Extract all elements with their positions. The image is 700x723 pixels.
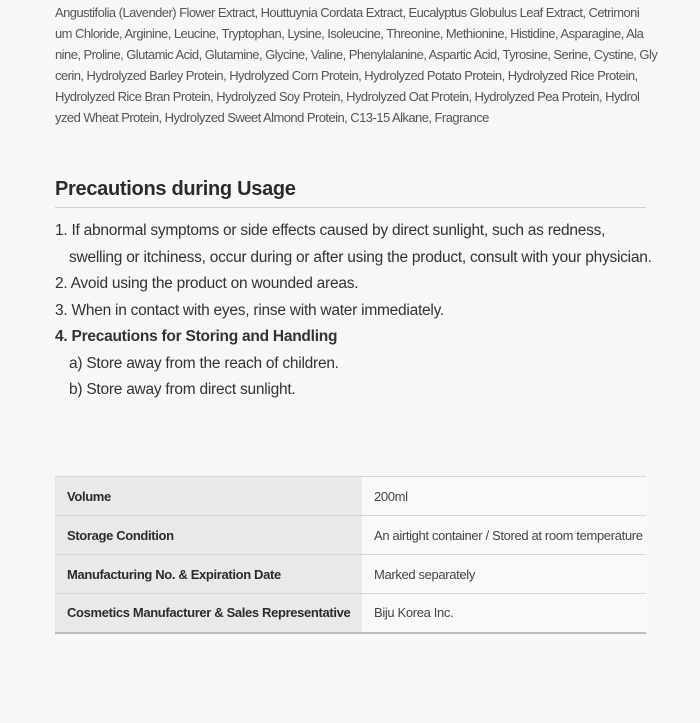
precaution-item-1: 1. If abnormal symptoms or side effects caused by direct sunlight, such as redness, (55, 222, 606, 239)
ingredients-line: yzed Wheat Protein, Hydrolyzed Sweet Almond Protein, C13-15 Alkane, Fragrance (55, 110, 489, 125)
section-divider (55, 207, 646, 208)
precaution-item-3: 3. When in contact with eyes, rinse with water immediately. (55, 301, 444, 319)
info-value: Marked separately (362, 555, 646, 594)
precautions-title: Precautions during Usage (55, 178, 296, 200)
info-value: 200ml (362, 477, 646, 516)
table-row (55, 477, 646, 516)
info-value: An airtight container / Stored at room temperature (362, 516, 646, 555)
ingredients-line: Hydrolyzed Rice Bran Protein, Hydrolyzed Soy Protein, Hydrolyzed Oat Protein, Hydrolyzed Pea Protein, Hydrol (55, 89, 640, 104)
info-label: Storage Condition (55, 516, 362, 555)
precaution-item-2: 2. Avoid using the product on wounded areas. (55, 275, 359, 292)
table-row (55, 516, 646, 555)
info-label: Volume (55, 477, 362, 516)
precaution-item-4a: a) Store away from the reach of children. (69, 354, 339, 372)
precautions-list (55, 218, 655, 404)
precaution-item-1-continued: swelling or itchiness, occur during or after using the product, consult with your physician. (69, 248, 652, 266)
ingredients-line: um Chloride, Arginine, Leucine, Tryptophan, Lysine, Isoleucine, Threonine, Methionine, Histidine, Asparagine, Ala (55, 26, 644, 41)
table-row (55, 594, 646, 633)
info-label: Cosmetics Manufacturer & Sales Representative (55, 594, 362, 633)
table-row (55, 555, 646, 594)
ingredients-list (55, 2, 658, 128)
info-value: Biju Korea Inc. (362, 594, 646, 633)
ingredients-line: nine, Proline, Glutamic Acid, Glutamine, Glycine, Valine, Phenylalanine, Aspartic Acid, Tyrosine, Serine, Cystine, Gly (55, 47, 658, 62)
info-label: Manufacturing No. & Expiration Date (55, 555, 362, 594)
ingredients-line: Angustifolia (Lavender) Flower Extract, Houttuynia Cordata Extract, Eucalyptus Globulus Leaf Extract, Cetrimoni (55, 5, 640, 20)
precaution-item-4b: b) Store away from direct sunlight. (69, 381, 296, 398)
product-info-table (55, 476, 646, 634)
precaution-item-4: 4. Precautions for Storing and Handling (55, 328, 338, 345)
ingredients-line: cerin, Hydrolyzed Barley Protein, Hydrolyzed Corn Protein, Hydrolyzed Potato Protein, Hydrolyzed Rice Protein, (55, 68, 638, 83)
